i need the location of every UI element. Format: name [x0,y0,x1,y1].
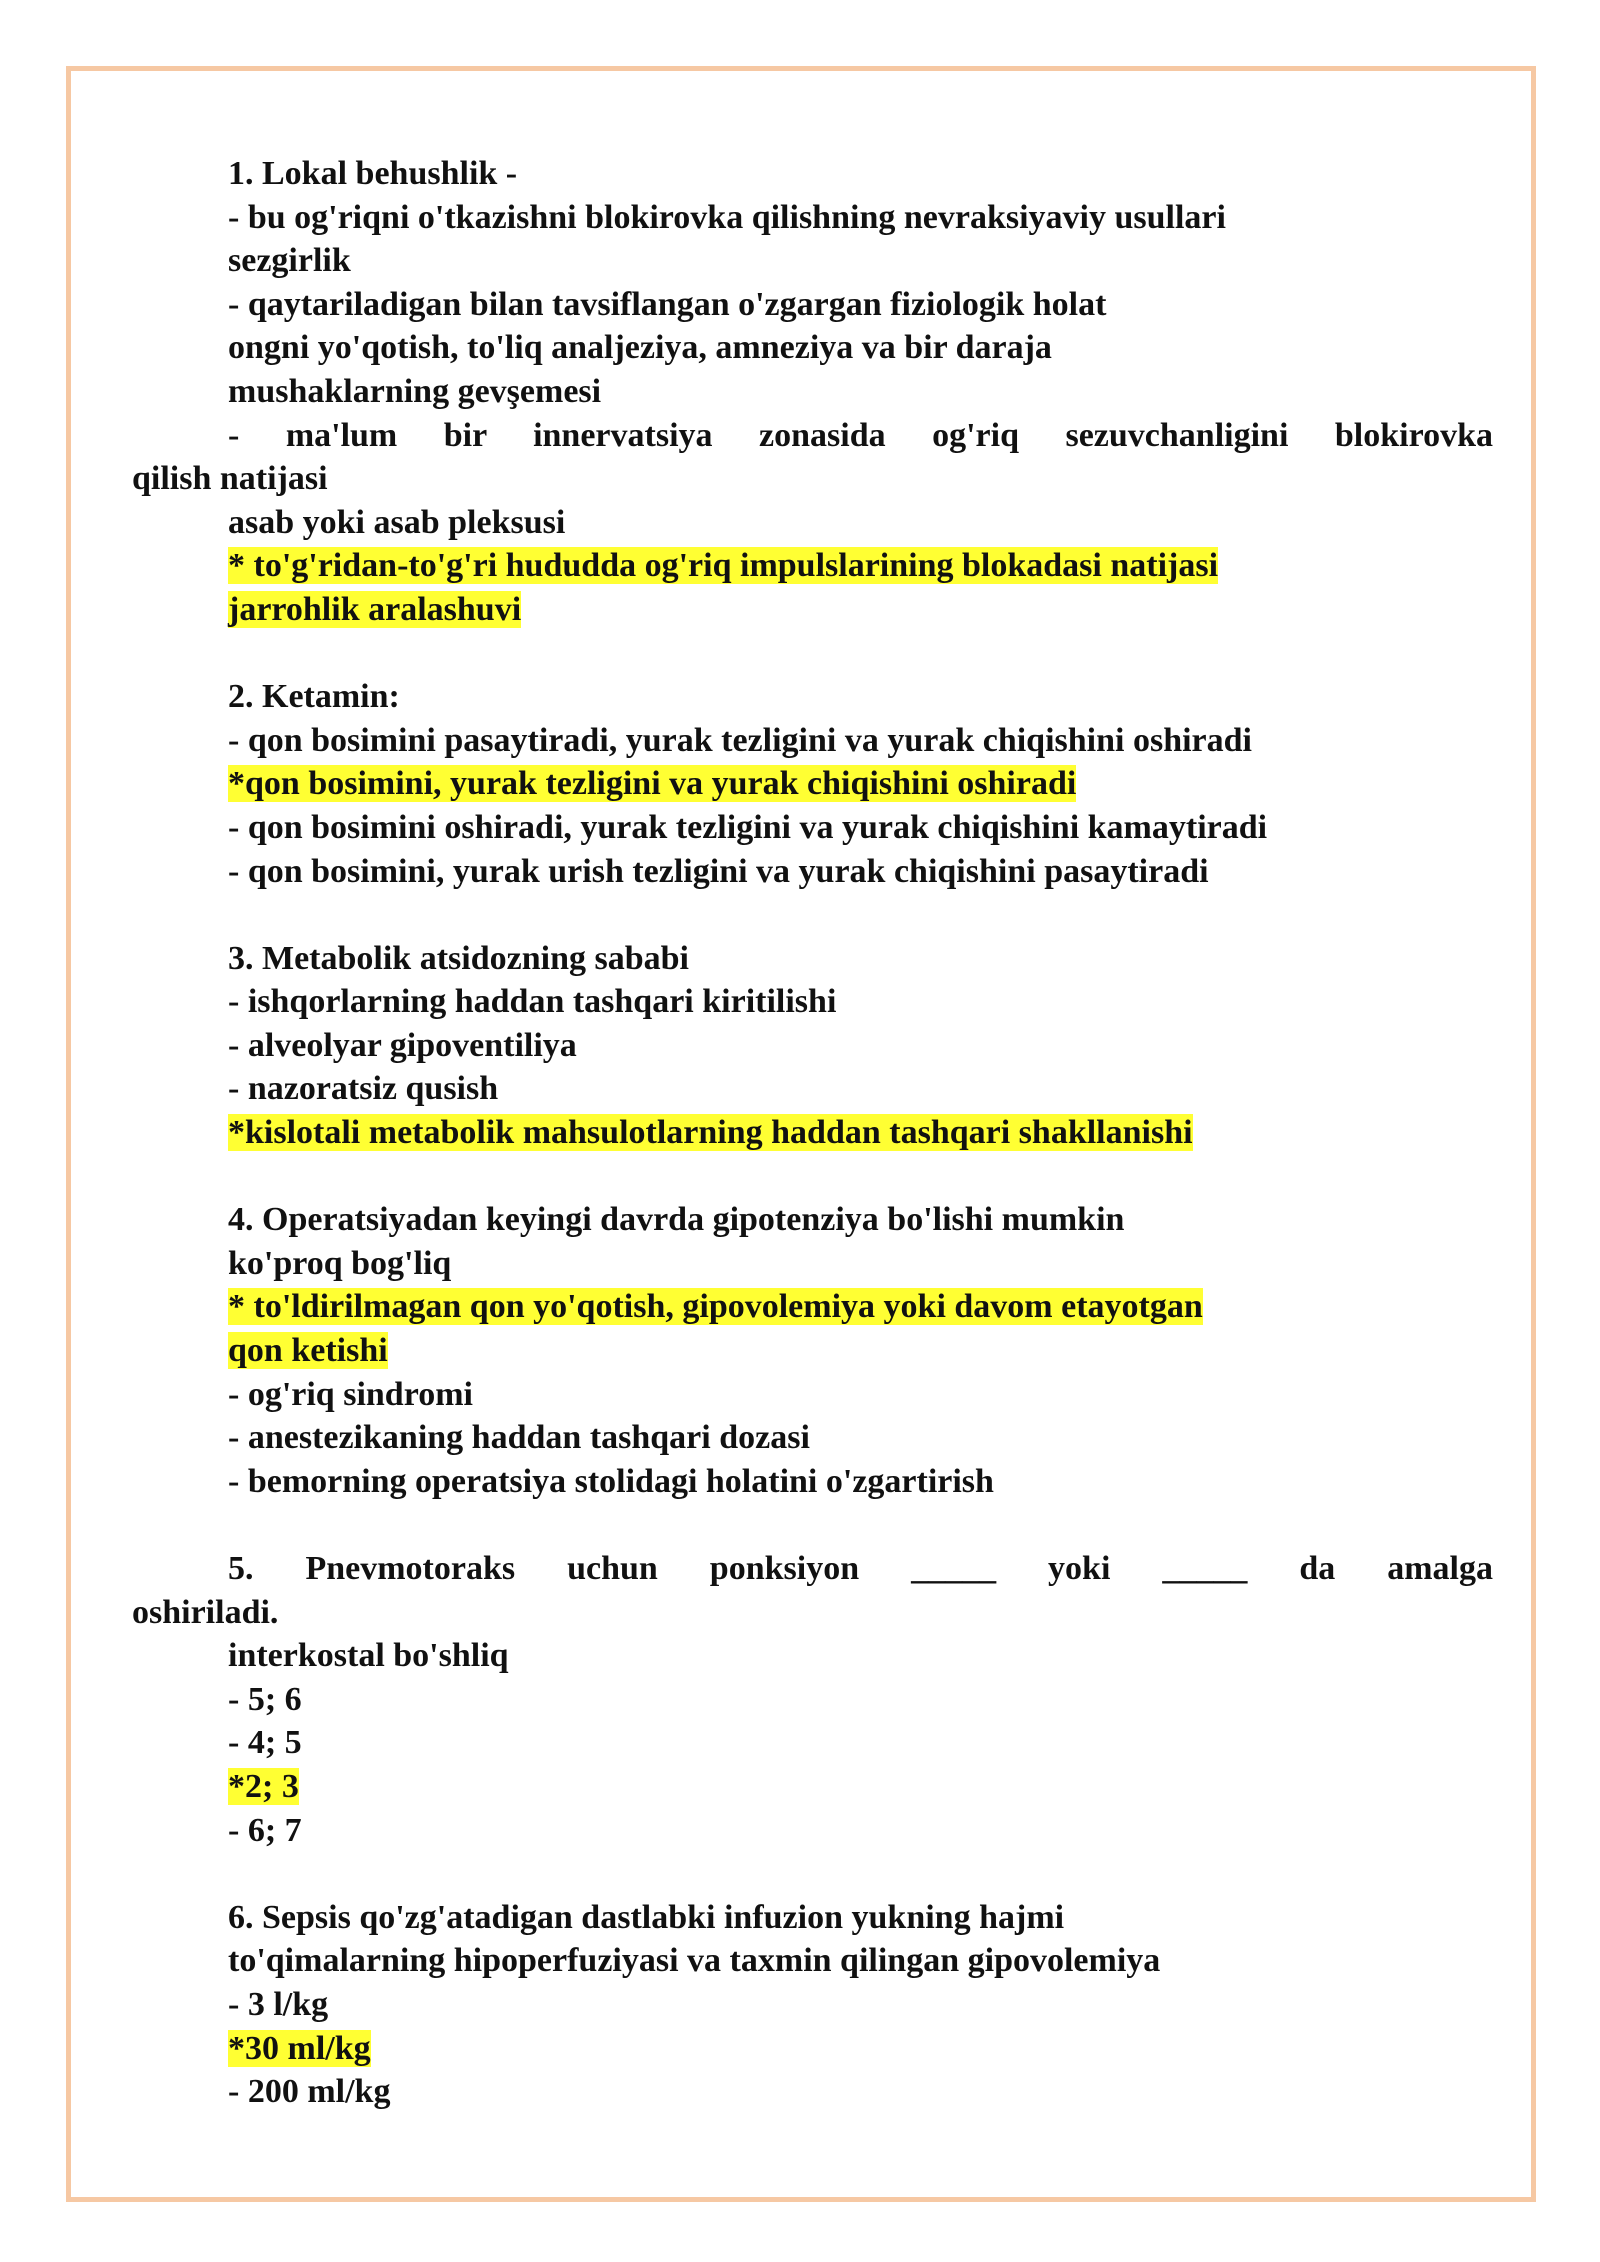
question-title: 1. Lokal behushlik - [228,155,518,192]
question-2 [228,675,1493,893]
question-4 [228,1198,1493,1503]
correct-answer-highlight: jarrohlik aralashuvi [228,590,522,628]
answer-line: - qaytariladigan bilan tavsiflangan o'zgargan fiziologik holat [228,285,1107,323]
answer-line: - ma'lum bir innervatsiya zonasida og'riq sezuvchanligini blokirovka [228,416,1493,454]
question-1 [132,152,1493,632]
answer-line: ko'proq bog'liq [228,1244,452,1282]
answer-line: - qon bosimini oshiradi, yurak tezligini va yurak chiqishini kamaytiradi [228,808,1268,846]
answer-line: - anestezikaning haddan tashqari dozasi [228,1419,810,1457]
question-6 [228,1896,1493,2114]
document-body [132,152,1493,2114]
correct-answer-highlight: *2; 3 [228,1767,299,1805]
question-title: 6. Sepsis qo'zg'atadigan dastlabki infuzion yukning hajmi [228,1898,1065,1936]
answer-line: qilish natijasi [132,460,328,498]
correct-answer-highlight: *30 ml/kg [228,2029,371,2067]
answer-line: - og'riq sindromi [228,1375,473,1413]
answer-line: - 4; 5 [228,1724,302,1762]
answer-line: - alveolyar gipoventiliya [228,1026,577,1064]
question-title: 2. Ketamin: [228,678,400,716]
question-title: 4. Operatsiyadan keyingi davrda gipotenziya bo'lishi mumkin [228,1201,1125,1239]
answer-line: - ishqorlarning haddan tashqari kiritilishi [228,983,837,1021]
question-3 [228,937,1493,1155]
answer-line: - 6; 7 [228,1811,302,1849]
answer-line: to'qimalarning hipoperfuziyasi va taxmin qilingan gipovolemiya [228,1942,1161,1980]
answer-line: - nazoratsiz qusish [228,1070,499,1108]
answer-line: interkostal bo'shliq [228,1637,509,1675]
answer-line: - 3 l/kg [228,1985,329,2023]
answer-line: - bemorning operatsiya stolidagi holatini o'zgartirish [228,1462,994,1500]
answer-line: - 200 ml/kg [228,2073,391,2111]
correct-answer-highlight: * to'g'ridan-to'g'ri hududda og'riq impulslarining blokadasi natijasi [228,547,1219,585]
answer-line: sezgirlik [228,242,351,280]
answer-line: - qon bosimini pasaytiradi, yurak tezligini va yurak chiqishini oshiradi [228,721,1253,759]
question-title: 5. Pnevmotoraks uchun ponksiyon _____ yoki _____ da amalga [228,1550,1493,1587]
answer-line: mushaklarning gevşemesi [228,372,602,410]
question-5 [132,1547,1493,1852]
answer-line: - qon bosimini, yurak urish tezligini va yurak chiqishini pasaytiradi [228,852,1209,890]
answer-line: asab yoki asab pleksusi [228,503,566,541]
correct-answer-highlight: qon ketishi [228,1332,388,1370]
question-title: 3. Metabolik atsidozning sababi [228,939,689,977]
correct-answer-highlight: * to'ldirilmagan qon yo'qotish, gipovolemiya yoki davom etayotgan [228,1288,1203,1326]
answer-line: - 5; 6 [228,1680,302,1718]
answer-line: oshiriladi. [132,1593,279,1631]
answer-line: ongni yo'qotish, to'liq analjeziya, amneziya va bir daraja [228,329,1052,367]
correct-answer-highlight: *kislotali metabolik mahsulotlarning haddan tashqari shakllanishi [228,1114,1193,1152]
correct-answer-highlight: *qon bosimini, yurak tezligini va yurak chiqishini oshiradi [228,765,1077,803]
answer-line: - bu og'riqni o'tkazishni blokirovka qilishning nevraksiyaviy usullari [228,198,1226,236]
